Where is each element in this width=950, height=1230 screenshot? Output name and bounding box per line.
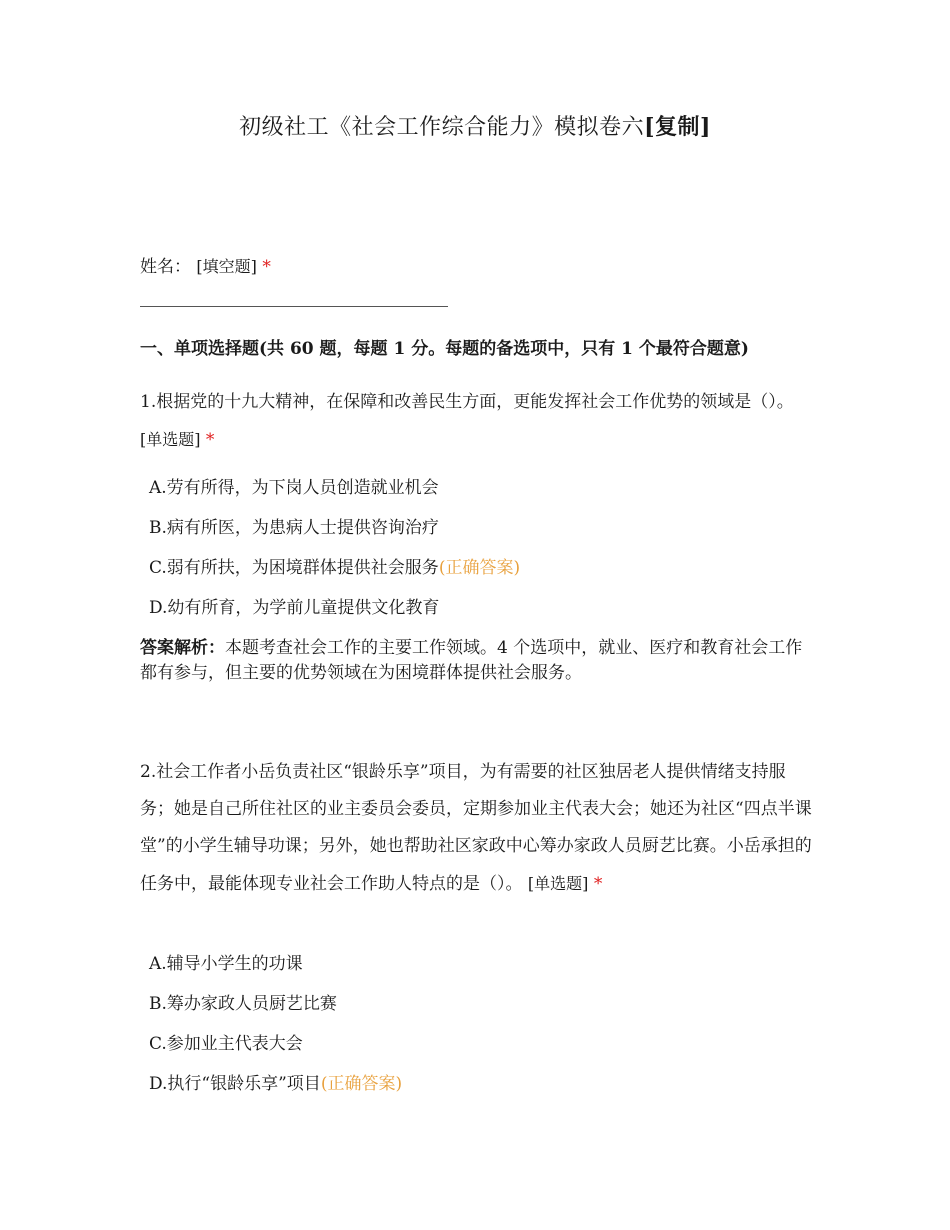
q2-option-a[interactable]: A.辅导小学生的功课 bbox=[149, 954, 303, 974]
q2-option-b[interactable]: B.筹办家政人员厨艺比赛 bbox=[149, 994, 337, 1014]
question-type-tag: [单选题] bbox=[527, 874, 589, 893]
analysis-text: 本题考查社会工作的主要工作领域。4 个选项中，就业、医疗和教育社会工作都有参与，但主要的优势领域在为困境群体提供社会服务。 bbox=[140, 638, 803, 683]
q1-analysis bbox=[140, 636, 812, 686]
required-marker: * bbox=[593, 874, 603, 894]
question-2-text: 2.社会工作者小岳负责社区“银龄乐享”项目，为有需要的社区独居老人提供情绪支持服务；她是自己所住社区的业主委员会委员，定期参加业主代表大会；她还为社区“四点半课堂”的小学生辅导功课；另外，她也帮助社区家政中心筹办家政人员厨艺比赛。小岳承担的任务中，最能体现专业社会工作助人特点的是（）。 [单选题] * bbox=[140, 762, 812, 894]
section-heading: 一、单项选择题(共 60 题，每题 1 分。每题的备选项中，只有 1 个最符合题意) bbox=[140, 339, 749, 359]
title-suffix: [复制] bbox=[644, 114, 711, 140]
analysis-label: 答案解析： bbox=[140, 638, 225, 658]
page-title bbox=[0, 110, 950, 141]
name-question bbox=[140, 252, 271, 277]
q1-option-d[interactable]: D.幼有所育，为学前儿童提供文化教育 bbox=[149, 598, 440, 618]
q1-option-c[interactable]: C.弱有所扶，为困境群体提供社会服务(正确答案) bbox=[149, 558, 521, 578]
name-label: 姓名： bbox=[140, 257, 191, 277]
question-type-tag: [单选题] bbox=[140, 430, 201, 449]
title-main: 初级社工《社会工作综合能力》模拟卷六 bbox=[239, 115, 645, 140]
correct-answer-tag: (正确答案) bbox=[320, 1074, 403, 1094]
question-1-text: 1.根据党的十九大精神，在保障和改善民生方面，更能发挥社会工作优势的领域是（）。 [单选题] * bbox=[140, 392, 794, 450]
required-marker: * bbox=[205, 430, 215, 450]
q2-option-c[interactable]: C.参加业主代表大会 bbox=[149, 1034, 303, 1054]
q2-option-d[interactable]: D.执行“银龄乐享”项目(正确答案) bbox=[149, 1074, 403, 1094]
question-type-tag: [填空题] bbox=[196, 257, 257, 276]
name-input-line[interactable] bbox=[140, 306, 448, 307]
correct-answer-tag: (正确答案) bbox=[438, 558, 521, 578]
q1-option-b[interactable]: B.病有所医，为患病人士提供咨询治疗 bbox=[149, 518, 439, 538]
required-marker: * bbox=[262, 257, 271, 277]
q1-option-a[interactable]: A.劳有所得，为下岗人员创造就业机会 bbox=[149, 478, 439, 498]
